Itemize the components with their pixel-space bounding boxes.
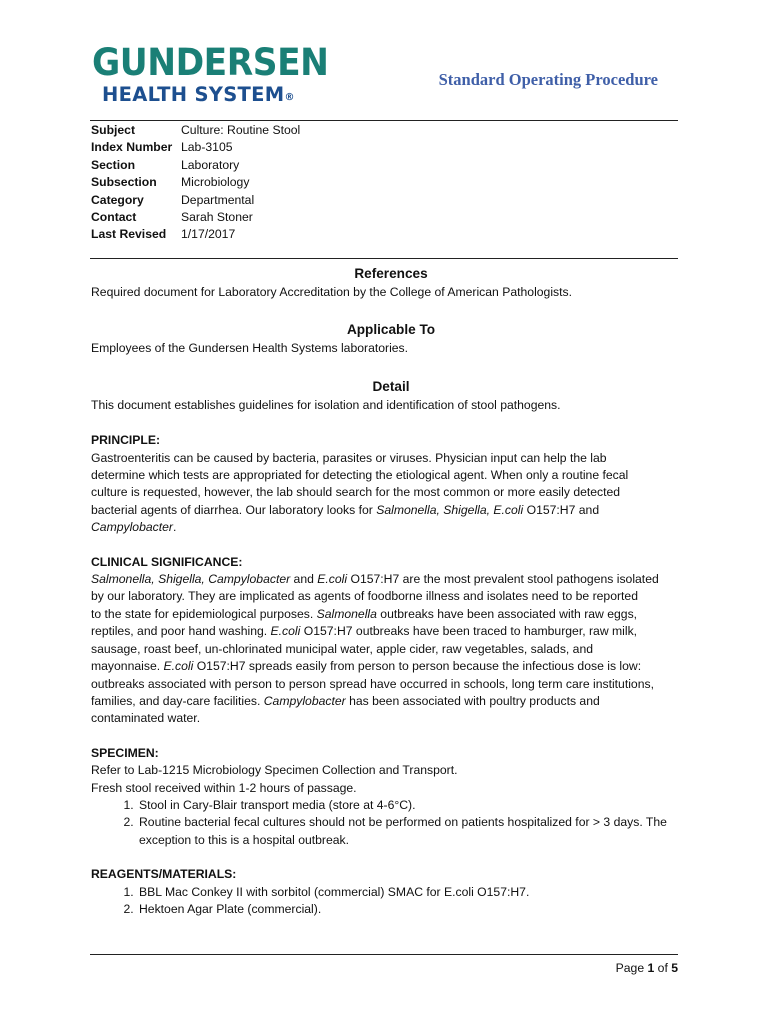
meta-key: Last Revised — [91, 227, 167, 242]
specimen-line: Refer to Lab-1215 Microbiology Specimen Collection and Transport. — [91, 763, 458, 778]
clinical-line: Salmonella, Shigella, Campylobacter and E.coli O157:H7 are the most prevalent stool pathogens isolated — [91, 572, 659, 587]
clinical-line: to the state for epidemiological purposes. Salmonella outbreaks have been associated with raw eggs, — [91, 606, 638, 621]
meta-value: Microbiology — [181, 175, 250, 190]
specimen-heading: SPECIMEN: — [91, 745, 159, 760]
specimen-list — [91, 797, 697, 849]
meta-value: Departmental — [181, 192, 255, 207]
document-type-title: Standard Operating Procedure — [438, 70, 658, 89]
principle-line: bacterial agents of diarrhea. Our laboratory looks for Salmonella, Shigella, E.coli O157:H7 and — [91, 502, 600, 517]
meta-key: Index Number — [91, 140, 173, 155]
meta-row-last-revised — [91, 227, 300, 244]
clinical-line: families, and day-care facilities. Campylobacter has been associated with poultry products and — [91, 693, 600, 708]
clinical-line: reptiles, and poor hand washing. E.coli O157:H7 outbreaks have been traced to hamburger, raw milk, — [91, 624, 638, 639]
meta-row-category — [91, 193, 300, 210]
total-pages: 5 — [671, 961, 678, 975]
principle-line: Gastroenteritis can be caused by bacteria, parasites or viruses. Physician input can help the lab — [91, 450, 607, 465]
principle-line: determine which tests are appropriated for detecting the etiological agent. When only a routine fecal — [91, 468, 629, 483]
meta-key: Subsection — [91, 175, 157, 190]
meta-value: Laboratory — [181, 157, 240, 172]
meta-value: Lab-3105 — [181, 140, 233, 155]
footer-divider — [90, 954, 678, 955]
gundersen-logo — [92, 41, 329, 109]
clinical-significance-heading: CLINICAL SIGNIFICANCE: — [91, 554, 243, 569]
current-page: 1 — [647, 961, 655, 975]
reagents-list — [91, 884, 691, 919]
meta-value: Sarah Stoner — [181, 209, 253, 224]
meta-row-contact — [91, 210, 300, 227]
document-metadata-table — [91, 123, 300, 245]
list-item: 1. Stool in Cary-Blair transport media (store at 4-6°C). — [137, 797, 697, 814]
page-number: Page 1 of 5 — [615, 961, 678, 975]
principle-heading: PRINCIPLE: — [91, 433, 161, 448]
document-body — [91, 264, 691, 918]
clinical-line: sausage, roast beef, un-chlorinated municipal water, apple cider, raw vegetables, salads, and — [91, 641, 594, 656]
meta-row-section — [91, 158, 300, 175]
clinical-significance-paragraph — [91, 571, 691, 728]
applicable-to-heading: Applicable To — [346, 322, 436, 338]
meta-value: 1/17/2017 — [181, 227, 236, 242]
detail-heading: Detail — [372, 378, 410, 394]
detail-text: This document establishes guidelines for isolation and identification of stool pathogens. — [91, 397, 561, 412]
meta-row-index-number — [91, 140, 300, 157]
meta-key: Section — [91, 157, 136, 172]
meta-row-subject — [91, 123, 300, 140]
organism-names: Salmonella, Shigella, E.coli — [376, 502, 524, 517]
clinical-line: outbreaks associated with person to person spread have occurred in schools, long term care institutions, — [91, 676, 654, 691]
clinical-line: contaminated water. — [91, 711, 201, 726]
registered-mark: ® — [284, 92, 295, 103]
meta-row-subsection — [91, 175, 300, 192]
list-item: 2. Routine bacterial fecal cultures should not be performed on patients hospitalized for > 3 days. The exception to this is a hospital outbreak. — [137, 814, 697, 849]
logo-line-health-system: HEALTH SYSTEM® — [102, 83, 295, 106]
principle-paragraph — [91, 450, 691, 537]
references-heading: References — [354, 266, 428, 281]
clinical-line: mayonnaise. E.coli O157:H7 spreads easily from person to person because the infectious dose is low: — [91, 659, 642, 674]
applicable-to-text: Employees of the Gundersen Health Systems laboratories. — [91, 341, 409, 356]
principle-line: culture is requested, however, the lab should search for the most common or more easily detected — [91, 485, 621, 500]
organism-name: Campylobacter — [91, 520, 173, 535]
list-item: 2. Hektoen Agar Plate (commercial). — [137, 901, 691, 918]
list-item: 1. BBL Mac Conkey II with sorbitol (commercial) SMAC for E.coli O157:H7. — [137, 884, 691, 901]
header-divider — [90, 120, 678, 121]
specimen-line: Fresh stool received within 1-2 hours of passage. — [91, 780, 357, 795]
meta-key: Category — [91, 192, 144, 207]
principle-line: Campylobacter. — [91, 520, 177, 535]
meta-key: Contact — [91, 209, 137, 224]
meta-key: Subject — [91, 123, 136, 137]
metadata-divider — [90, 258, 678, 259]
logo-line-gundersen: GUNDERSEN — [92, 41, 329, 84]
references-text: Required document for Laboratory Accreditation by the College of American Pathologists. — [91, 285, 573, 299]
meta-value: Culture: Routine Stool — [181, 123, 301, 137]
clinical-line: by our laboratory. They are implicated as agents of foodborne illness and isolates need to be reported — [91, 589, 638, 604]
reagents-heading: REAGENTS/MATERIALS: — [91, 867, 237, 882]
